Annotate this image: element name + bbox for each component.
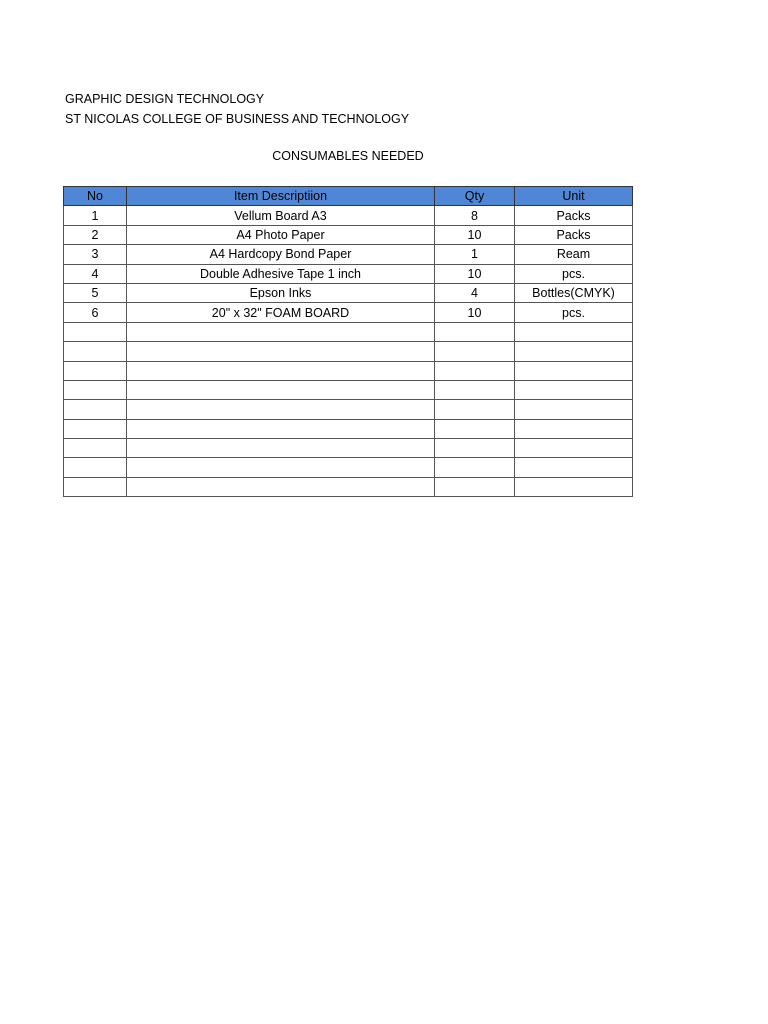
empty-cell xyxy=(435,342,515,361)
empty-cell xyxy=(515,439,633,458)
empty-cell xyxy=(515,419,633,438)
empty-cell xyxy=(64,322,127,341)
cell-item: Vellum Board A3 xyxy=(127,206,435,225)
cell-qty: 10 xyxy=(435,264,515,283)
table-row xyxy=(64,245,633,264)
empty-cell xyxy=(64,400,127,419)
empty-cell xyxy=(127,477,435,496)
consumables-table xyxy=(63,186,633,497)
document-title: CONSUMABLES NEEDED xyxy=(272,149,424,163)
cell-qty: 10 xyxy=(435,303,515,322)
empty-cell xyxy=(127,400,435,419)
empty-table-row xyxy=(64,439,633,458)
empty-cell xyxy=(64,477,127,496)
empty-cell xyxy=(64,361,127,380)
column-header-qty: Qty xyxy=(435,187,515,206)
cell-qty: 8 xyxy=(435,206,515,225)
cell-qty: 1 xyxy=(435,245,515,264)
empty-cell xyxy=(127,458,435,477)
empty-table-row xyxy=(64,477,633,496)
cell-qty: 4 xyxy=(435,283,515,302)
empty-cell xyxy=(127,380,435,399)
empty-cell xyxy=(127,342,435,361)
empty-cell xyxy=(515,322,633,341)
table-header-row xyxy=(64,187,633,206)
empty-cell xyxy=(435,400,515,419)
empty-cell xyxy=(435,361,515,380)
empty-cell xyxy=(515,361,633,380)
column-header-no: No xyxy=(64,187,127,206)
cell-no: 2 xyxy=(64,225,127,244)
empty-table-row xyxy=(64,361,633,380)
empty-cell xyxy=(435,322,515,341)
cell-qty: 10 xyxy=(435,225,515,244)
empty-cell xyxy=(435,439,515,458)
cell-no: 5 xyxy=(64,283,127,302)
empty-cell xyxy=(127,419,435,438)
empty-cell xyxy=(515,477,633,496)
empty-cell xyxy=(64,380,127,399)
empty-cell xyxy=(64,342,127,361)
empty-cell xyxy=(435,458,515,477)
cell-unit: Packs xyxy=(515,206,633,225)
table-row xyxy=(64,206,633,225)
column-header-unit: Unit xyxy=(515,187,633,206)
empty-cell xyxy=(515,380,633,399)
empty-table-row xyxy=(64,458,633,477)
college-heading: ST NICOLAS COLLEGE OF BUSINESS AND TECHNOLOGY xyxy=(65,112,410,126)
cell-no: 3 xyxy=(64,245,127,264)
empty-table-row xyxy=(64,419,633,438)
cell-item: A4 Photo Paper xyxy=(127,225,435,244)
cell-unit: Bottles(CMYK) xyxy=(515,283,633,302)
cell-unit: pcs. xyxy=(515,303,633,322)
table-row xyxy=(64,283,633,302)
empty-table-row xyxy=(64,342,633,361)
empty-cell xyxy=(64,458,127,477)
cell-item: 20" x 32" FOAM BOARD xyxy=(127,303,435,322)
empty-cell xyxy=(515,400,633,419)
cell-no: 1 xyxy=(64,206,127,225)
empty-cell xyxy=(127,322,435,341)
empty-cell xyxy=(127,439,435,458)
table-row xyxy=(64,264,633,283)
empty-table-row xyxy=(64,322,633,341)
empty-cell xyxy=(435,380,515,399)
column-header-item-description: Item Descriptiion xyxy=(127,187,435,206)
cell-no: 4 xyxy=(64,264,127,283)
empty-cell xyxy=(435,419,515,438)
department-heading: GRAPHIC DESIGN TECHNOLOGY xyxy=(65,92,265,106)
cell-item: Double Adhesive Tape 1 inch xyxy=(127,264,435,283)
cell-item: A4 Hardcopy Bond Paper xyxy=(127,245,435,264)
table-row xyxy=(64,303,633,322)
empty-cell xyxy=(127,361,435,380)
table-row xyxy=(64,225,633,244)
cell-item: Epson Inks xyxy=(127,283,435,302)
cell-unit: pcs. xyxy=(515,264,633,283)
cell-no: 6 xyxy=(64,303,127,322)
empty-cell xyxy=(435,477,515,496)
empty-cell xyxy=(64,439,127,458)
empty-cell xyxy=(515,458,633,477)
empty-table-row xyxy=(64,400,633,419)
empty-table-row xyxy=(64,380,633,399)
cell-unit: Packs xyxy=(515,225,633,244)
cell-unit: Ream xyxy=(515,245,633,264)
empty-cell xyxy=(64,419,127,438)
empty-cell xyxy=(515,342,633,361)
